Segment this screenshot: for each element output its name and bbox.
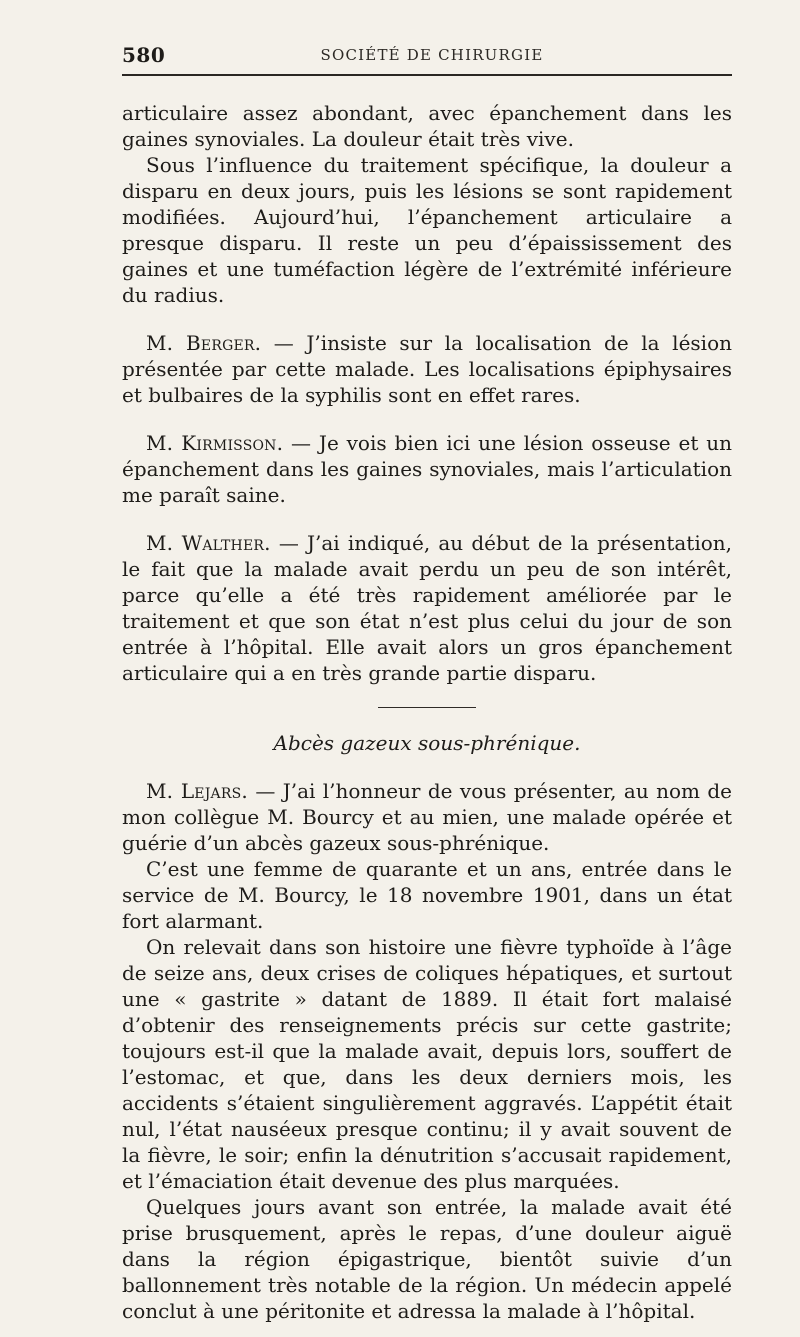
speaker-name-walther: M. Walther.: [146, 531, 271, 555]
paragraph-history: On relevait dans son histoire une fièvre typhoïde à l’âge de seize ans, deux crises de coliques hépatiques, et surtout une « gastrite » datant de 1889. Il était fort malaisé d’obtenir des renseignements précis sur cette gastrite; toujours est-il que la malade avait, depuis lors, souffert de l’estomac, et que, dans les deux derniers mois, les accidents s’étaient singulièrement aggravés. L’appétit était nul, l’état nauséeux presque continu; il y avait souvent de la fièvre, le soir; enfin la dénutrition s’accusait rapidement, et l’émaciation était devenue des plus marquées.: [122, 935, 732, 1193]
page-number: 580: [122, 43, 166, 67]
paragraph-patient-entry: C’est une femme de quarante et un ans, entrée dans le service de M. Bourcy, le 18 novembre 1901, dans un état fort alarmant.: [122, 857, 732, 933]
speaker-name-kirmisson: M. Kirmisson.: [146, 431, 284, 455]
page-header: [122, 40, 732, 76]
speaker-paragraph-lejars: [122, 778, 732, 856]
speaker-text-lejars: — J’ai l’honneur de vous présenter, au nom de mon collègue M. Bourcy et au mien, une malade opérée et guérie d’un abcès gazeux sous-phrénique.: [122, 779, 733, 855]
running-head: SOCIÉTÉ DE CHIRURGIE: [320, 46, 544, 64]
section-separator: [378, 707, 476, 708]
speaker-text-berger: — J’insiste sur la localisation de la lésion présentée par cette malade. Les localisations épiphysaires et bulbaires de la syphilis sont en effet rares.: [122, 331, 732, 407]
speaker-text-walther: — J’ai indiqué, au début de la présentation, le fait que la malade avait perdu un peu de son intérêt, parce qu’elle a été très rapidement améliorée par le traitement et que son état n’est plus celui du jour de son entrée à l’hôpital. Elle avait alors un gros épanchement articulaire qui a en très grande partie disparu.: [122, 531, 732, 685]
speaker-paragraph-kirmisson: [122, 430, 732, 508]
speaker-paragraph-walther: [122, 530, 732, 686]
paragraph-onset: Quelques jours avant son entrée, la malade avait été prise brusquement, après le repas, d’une douleur aiguë dans la région épigastrique, bientôt suivie d’un ballonnement très notable de la région. Un médecin appelé conclut à une péritonite et adressa la malade à l’hôpital.: [122, 1195, 732, 1323]
speaker-name-lejars: M. Lejars.: [146, 779, 248, 803]
paragraph-continued: articulaire assez abondant, avec épanchement dans les gaines synoviales. La douleur était très vive.: [122, 101, 732, 151]
paragraph-treatment: Sous l’influence du traitement spécifique, la douleur a disparu en deux jours, puis les lésions se sont rapidement modifiées. Aujourd’hui, l’épanchement articulaire a presque disparu. Il reste un peu d’épaississement des gaines et une tuméfaction légère de l’extrémité inférieure du radius.: [122, 153, 732, 307]
page-body: [122, 100, 732, 1324]
section-title: Abcès gazeux sous-phrénique.: [273, 731, 581, 755]
speaker-name-berger: M. Berger.: [146, 331, 262, 355]
speaker-paragraph-berger: [122, 330, 732, 408]
speaker-text-kirmisson: — Je vois bien ici une lésion osseuse et un épanchement dans les gaines synoviales, mais l’articulation me paraît saine.: [122, 431, 732, 507]
